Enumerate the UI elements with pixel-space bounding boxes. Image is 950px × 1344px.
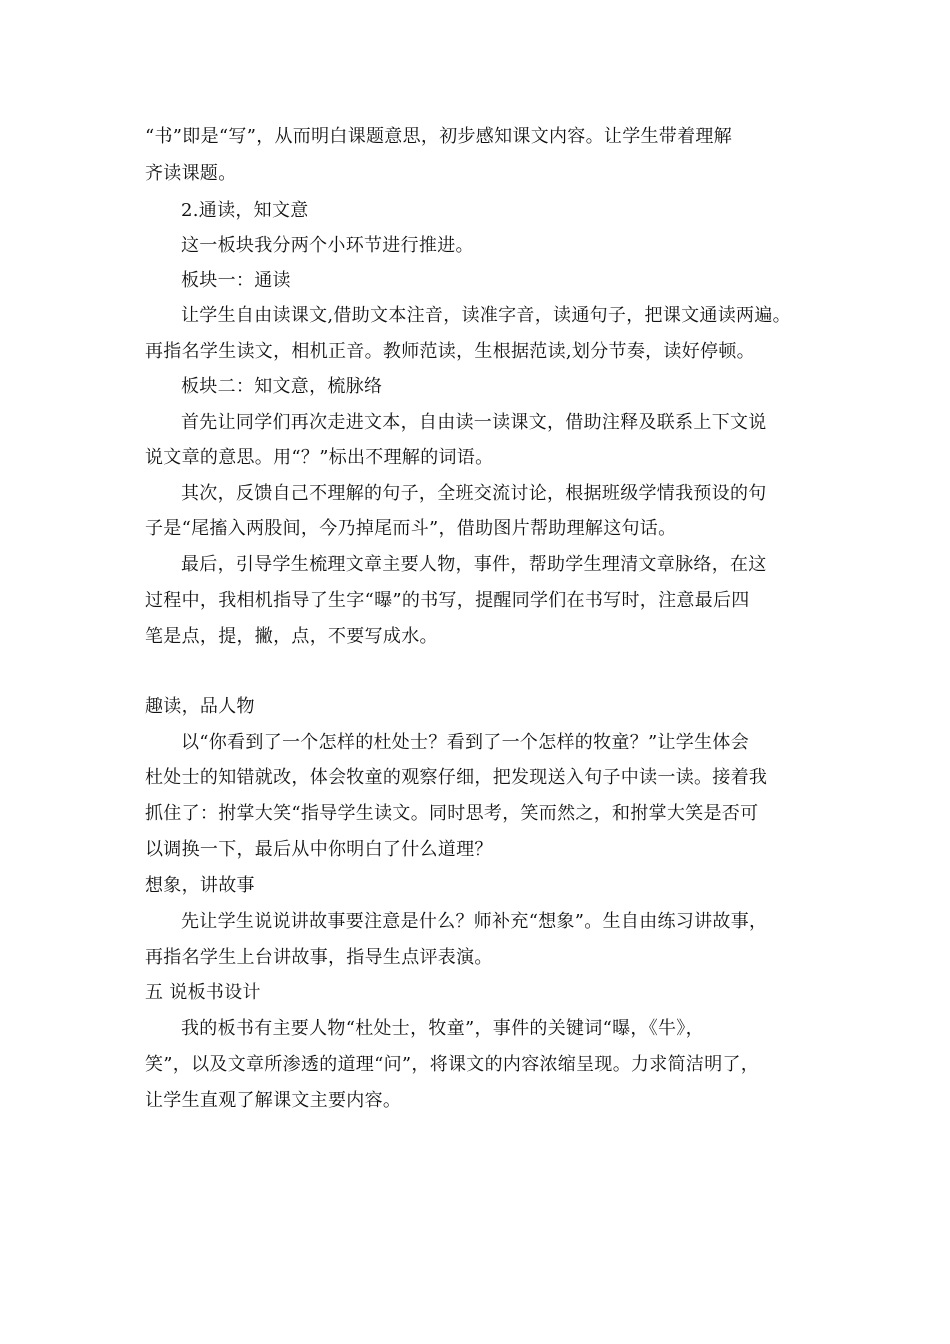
paragraph-line: 以调换一下，最后从中你明白了什么道理？ bbox=[145, 839, 493, 860]
paragraph-line: 杜处士的知错就改，体会牧童的观察仔细，把发现送入句子中读一读。接着我 bbox=[145, 767, 768, 788]
subsection-heading: 板块二：知文意，梳脉络 bbox=[181, 376, 383, 397]
paragraph-line: 先让学生说说讲故事要注意是什么？师补充“想象”。生自由练习讲故事， bbox=[181, 911, 768, 932]
paragraph-line: 子是“尾搐入两股间，今乃掉尾而斗”，借助图片帮助理解这句话。 bbox=[145, 518, 677, 539]
paragraph-line: 笔是点，提，撇，点，不要写成水。 bbox=[145, 626, 438, 647]
paragraph-line: 我的板书有主要人物“杜处士，牧童”，事件的关键词“曝，《牛》， bbox=[181, 1018, 704, 1039]
paragraph-line: “书”即是“写”，从而明白课题意思，初步感知课文内容。让学生带着理解 bbox=[145, 126, 733, 147]
paragraph-line: 抓住了：拊掌大笑“指导学生读文。同时思考，笑而然之，和拊掌大笑是否可 bbox=[145, 803, 759, 824]
paragraph-line: 再指名学生读文，相机正音。教师范读，生根据范读,划分节奏，读好停顿。 bbox=[145, 341, 755, 362]
paragraph-line: 笑”，以及文章所渗透的道理“问”，将课文的内容浓缩呈现。力求简洁明了， bbox=[145, 1054, 760, 1075]
section-heading: 趣读，品人物 bbox=[145, 696, 255, 717]
paragraph-line: 最后，引导学生梳理文章主要人物，事件，帮助学生理清文章脉络，在这 bbox=[181, 554, 767, 575]
section-heading: 想象，讲故事 bbox=[145, 875, 255, 896]
paragraph-line: 说文章的意思。用“？”标出不理解的词语。 bbox=[145, 447, 494, 468]
paragraph-line: 这一板块我分两个小环节进行推进。 bbox=[181, 235, 474, 256]
paragraph-line: 首先让同学们再次走进文本，自由读一读课文，借助注释及联系上下文说 bbox=[181, 412, 767, 433]
paragraph-line: 齐读课题。 bbox=[145, 163, 237, 184]
paragraph-line: 其次，反馈自己不理解的句子，全班交流讨论，根据班级学情我预设的句 bbox=[181, 483, 767, 504]
paragraph-line: 再指名学生上台讲故事，指导生点评表演。 bbox=[145, 947, 493, 968]
subsection-heading: 板块一：通读 bbox=[181, 270, 291, 291]
paragraph-line: 让学生直观了解课文主要内容。 bbox=[145, 1090, 402, 1111]
paragraph-line: 以“你看到了一个怎样的杜处士？看到了一个怎样的牧童？”让学生体会 bbox=[181, 732, 750, 753]
paragraph-line: 过程中，我相机指导了生字“曝”的书写，提醒同学们在书写时，注意最后四 bbox=[145, 590, 750, 611]
paragraph-line: 让学生自由读课文,借助文本注音，读准字音，读通句子，把课文通读两遍。 bbox=[181, 305, 791, 326]
section-heading: 2.通读，知文意 bbox=[181, 200, 309, 221]
section-heading: 五 说板书设计 bbox=[145, 982, 261, 1003]
